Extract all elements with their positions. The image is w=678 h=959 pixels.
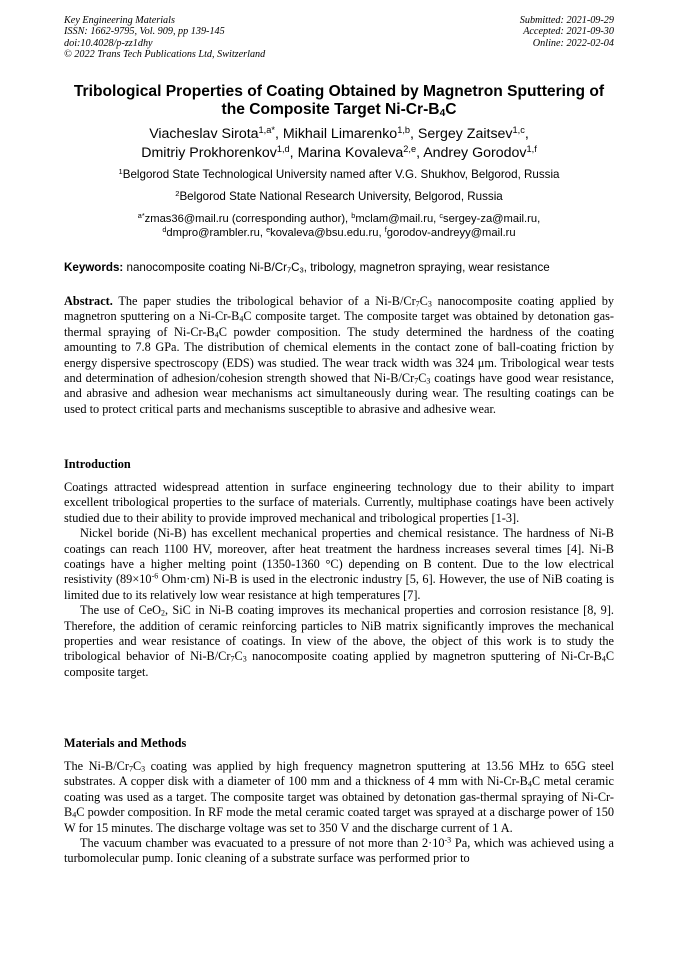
author-emails bbox=[40, 212, 638, 240]
email-marker: e bbox=[266, 225, 271, 235]
affiliation-text: Belgorod State Technological University named after V.G. Shukhov, Belgorod, Russia bbox=[122, 168, 560, 181]
paragraph-text: C bbox=[132, 759, 142, 773]
email-marker: f bbox=[384, 225, 387, 235]
author-affiliation-marker: 2,e bbox=[403, 143, 417, 154]
subscript: 7 bbox=[415, 299, 420, 309]
title-subscript: 4 bbox=[439, 108, 446, 120]
journal-name: Key Engineering Materials bbox=[64, 15, 175, 26]
keywords bbox=[64, 261, 624, 275]
author-affiliation-marker: 1,a* bbox=[258, 124, 275, 135]
paragraph-text: The vacuum chamber was evacuated to a pressure of not more than 2·10 bbox=[80, 836, 445, 851]
abstract-text: nanocomposite coating applied by magnetron sputtering on a Ni-Cr-B bbox=[64, 294, 614, 324]
abstract bbox=[64, 294, 614, 417]
title-line-1: Tribological Properties of Coating Obtained by Magnetron Sputtering of bbox=[73, 83, 605, 100]
issn-line: ISSN: 1662-9795, Vol. 909, pp 139-145 bbox=[64, 26, 225, 38]
methods-body bbox=[64, 759, 614, 867]
title-text: C bbox=[445, 101, 457, 118]
affiliation-marker: 2 bbox=[175, 188, 180, 198]
paragraph-text: C bbox=[234, 649, 243, 664]
author-name: Mikhail Limarenko bbox=[282, 126, 398, 142]
affiliation-text: Belgorod State National Research University, Belgorod, Russia bbox=[179, 190, 503, 203]
keywords-label: Keywords: bbox=[64, 261, 124, 274]
subscript: 7 bbox=[414, 376, 419, 386]
separator: , bbox=[410, 126, 418, 142]
email-text: dmpro@rambler.ru, bbox=[166, 227, 267, 240]
subscript: 3 bbox=[426, 376, 431, 386]
affiliation-1 bbox=[40, 168, 638, 182]
paragraph-text: Nickel boride (Ni-B) has excellent mechanical properties and chemical resistance. The hardness of Ni-B coatings can reach 1100 HV, moreover, after heat treatment the hardness increases several times [4]. Ni-B coatings have a higher melting point (1350-1360 °C) depending on B content. Due to the low electrical resistivity (89×10 bbox=[64, 526, 614, 587]
author-name: Sergey Zaitsev bbox=[417, 126, 513, 142]
subscript: 4 bbox=[601, 655, 606, 665]
superscript: -3 bbox=[444, 835, 452, 845]
subscript: 3 bbox=[427, 299, 432, 309]
abstract-label: Abstract. bbox=[64, 294, 113, 308]
author-affiliation-marker: 1,f bbox=[526, 143, 537, 154]
title-line-2 bbox=[40, 101, 638, 119]
affiliation-2 bbox=[40, 190, 638, 204]
author-affiliation-marker: 1,c bbox=[512, 124, 525, 135]
paragraph-text: Pa, which was achieved using a turbomolecular pump. Ionic cleaning of a substrate surface was performed prior to bbox=[64, 836, 614, 866]
paragraph-text: nanocomposite coating applied by magnetron sputtering of Ni-Cr-B bbox=[246, 649, 602, 664]
methods-heading: Materials and Methods bbox=[64, 736, 187, 750]
subscript: 4 bbox=[239, 315, 244, 324]
author-name: Dmitriy Prokhorenkov bbox=[141, 145, 277, 161]
subscript: 7 bbox=[128, 764, 133, 774]
author-name: Marina Kovaleva bbox=[297, 145, 404, 161]
title-text: the Composite Target Ni-Cr-B bbox=[221, 101, 440, 118]
author-affiliation-marker: 1,d bbox=[276, 143, 290, 154]
affiliation-marker: 1 bbox=[118, 166, 123, 176]
authors-line-2 bbox=[40, 144, 638, 163]
paragraph-text: C metal ceramic coating was used as a target. The composite target was obtained by detonation gas-thermal spraying of Ni-Cr-B bbox=[64, 774, 614, 820]
abstract-paragraph bbox=[64, 294, 614, 417]
emails-line-2 bbox=[40, 226, 638, 240]
author-affiliation-marker: 1,b bbox=[397, 124, 411, 135]
subscript: 7 bbox=[286, 265, 292, 275]
email-marker: a* bbox=[137, 211, 145, 220]
email-text: sergey-za@mail.ru, bbox=[443, 213, 541, 225]
abstract-text: C bbox=[419, 294, 428, 308]
methods-paragraph-2 bbox=[64, 836, 614, 867]
introduction-body bbox=[64, 480, 614, 680]
email-text: zmas36@mail.ru (corresponding author), bbox=[144, 213, 352, 225]
separator: , bbox=[416, 145, 424, 161]
email-marker: b bbox=[351, 211, 356, 220]
keywords-text: C bbox=[291, 261, 300, 274]
emails-line-1 bbox=[40, 212, 638, 226]
subscript: 3 bbox=[242, 655, 247, 665]
paragraph-text: C powder composition. In RF mode the metal ceramic coated target was sprayed at a discharge power of 150 W for 15 minutes. The discharge voltage was set to 350 V and the discharge current of 1 A. bbox=[64, 805, 614, 835]
subscript: 7 bbox=[230, 655, 235, 665]
paragraph-text: The Ni-B/Cr bbox=[64, 759, 129, 773]
separator: , bbox=[524, 126, 529, 142]
paragraph-text: Ohm·cm) Ni-B is used in the electronic industry [5, 6]. However, the use of NiB coating is limited due to its relatively low wear resistance at high temperatures [7]. bbox=[64, 572, 614, 602]
paper-title bbox=[40, 83, 638, 119]
accepted-date: Accepted: 2021-09-30 bbox=[523, 26, 614, 38]
author-name: Andrey Gorodov bbox=[423, 145, 527, 161]
superscript: -6 bbox=[151, 572, 159, 582]
authors-line-1 bbox=[40, 125, 638, 144]
abstract-text: C powder composition. The study determined the hardness of the coating amounting to 7.8 GPa. The distribution of chemical elements in the contact zone of ball-coating friction by energy dispersive spectroscopy (EDS) was studied. The wear track width was 324 μm. Tribological wear tests and determination of adhesion/cohesion strength showed that Ni-B/Cr bbox=[64, 324, 614, 386]
subscript: 4 bbox=[527, 780, 532, 789]
online-date: Online: 2022-02-04 bbox=[532, 37, 614, 49]
subscript: 2 bbox=[161, 608, 166, 618]
copyright-line: © 2022 Trans Tech Publications Ltd, Switzerland bbox=[64, 49, 266, 61]
intro-paragraph-3 bbox=[64, 603, 614, 680]
separator: , bbox=[274, 126, 283, 142]
email-marker: c bbox=[439, 211, 444, 220]
email-text: kovaleva@bsu.edu.ru, bbox=[270, 227, 385, 240]
paragraph-text: The use of CeO bbox=[80, 603, 162, 618]
abstract-text: The paper studies the tribological behavior of a Ni-B/Cr bbox=[112, 294, 416, 308]
journal-header bbox=[64, 15, 265, 61]
paragraph-text: , SiC in Ni-B coating improves its mechanical properties and corrosion resistance [8, 9]. Therefore, the addition of ceramic reinforcing particles to NiB matrix significantly improves the mechanical properties and wear resistance of coatings. In view of the above, the object of this work is to study the tribological behavior of Ni-B/Cr bbox=[64, 603, 614, 664]
separator: , bbox=[289, 145, 298, 161]
methods-paragraph-1 bbox=[64, 759, 614, 836]
intro-paragraph-1: Coatings attracted widespread attention in surface engineering technology due to their ability to impart excellent tribological properties to the surface of materials. Currently, multiphase coatings have been actively studied due to their ability to provide improved mechanical and tribological properties [1-3]. bbox=[64, 480, 614, 525]
paragraph-text: C composite target. bbox=[64, 649, 615, 679]
email-text: mclam@mail.ru, bbox=[355, 213, 440, 225]
subscript: 4 bbox=[72, 810, 77, 820]
subscript: 3 bbox=[141, 764, 146, 774]
abstract-text: coatings have good wear resistance, and abrasive and adhesion wear mechanisms act simultaneously during wear. The resulting coatings can be used to protect critical parts and mechanisms susceptible to abrasive and adhesive wear. bbox=[64, 371, 614, 416]
abstract-text: C composite target. The composite target was obtained by detonation gas-thermal spraying of Ni-Cr-B bbox=[64, 309, 614, 339]
keywords-text: , tribology, magnetron spraying, wear resistance bbox=[303, 261, 550, 274]
subscript: 4 bbox=[214, 330, 219, 340]
paragraph-text: coating was applied by high frequency magnetron sputtering at 13.56 MHz to 65G steel substrates. A copper disk with a diameter of 100 mm and a thickness of 4 mm with Ni-Cr-B bbox=[64, 759, 614, 789]
abstract-text: C bbox=[418, 371, 427, 386]
submitted-date: Submitted: 2021-09-29 bbox=[519, 15, 614, 26]
author-list bbox=[40, 125, 638, 163]
email-marker: d bbox=[162, 225, 167, 235]
subscript: 3 bbox=[299, 265, 304, 275]
intro-paragraph-2 bbox=[64, 526, 614, 603]
email-text: gorodov-andreyy@mail.ru bbox=[386, 227, 516, 240]
author-name: Viacheslav Sirota bbox=[149, 126, 259, 142]
introduction-heading: Introduction bbox=[64, 457, 131, 471]
dates-header bbox=[520, 15, 614, 49]
keywords-text: nanocomposite coating Ni-B/Cr bbox=[123, 261, 287, 274]
doi-line: doi:10.4028/p-zz1dhy bbox=[64, 37, 153, 49]
